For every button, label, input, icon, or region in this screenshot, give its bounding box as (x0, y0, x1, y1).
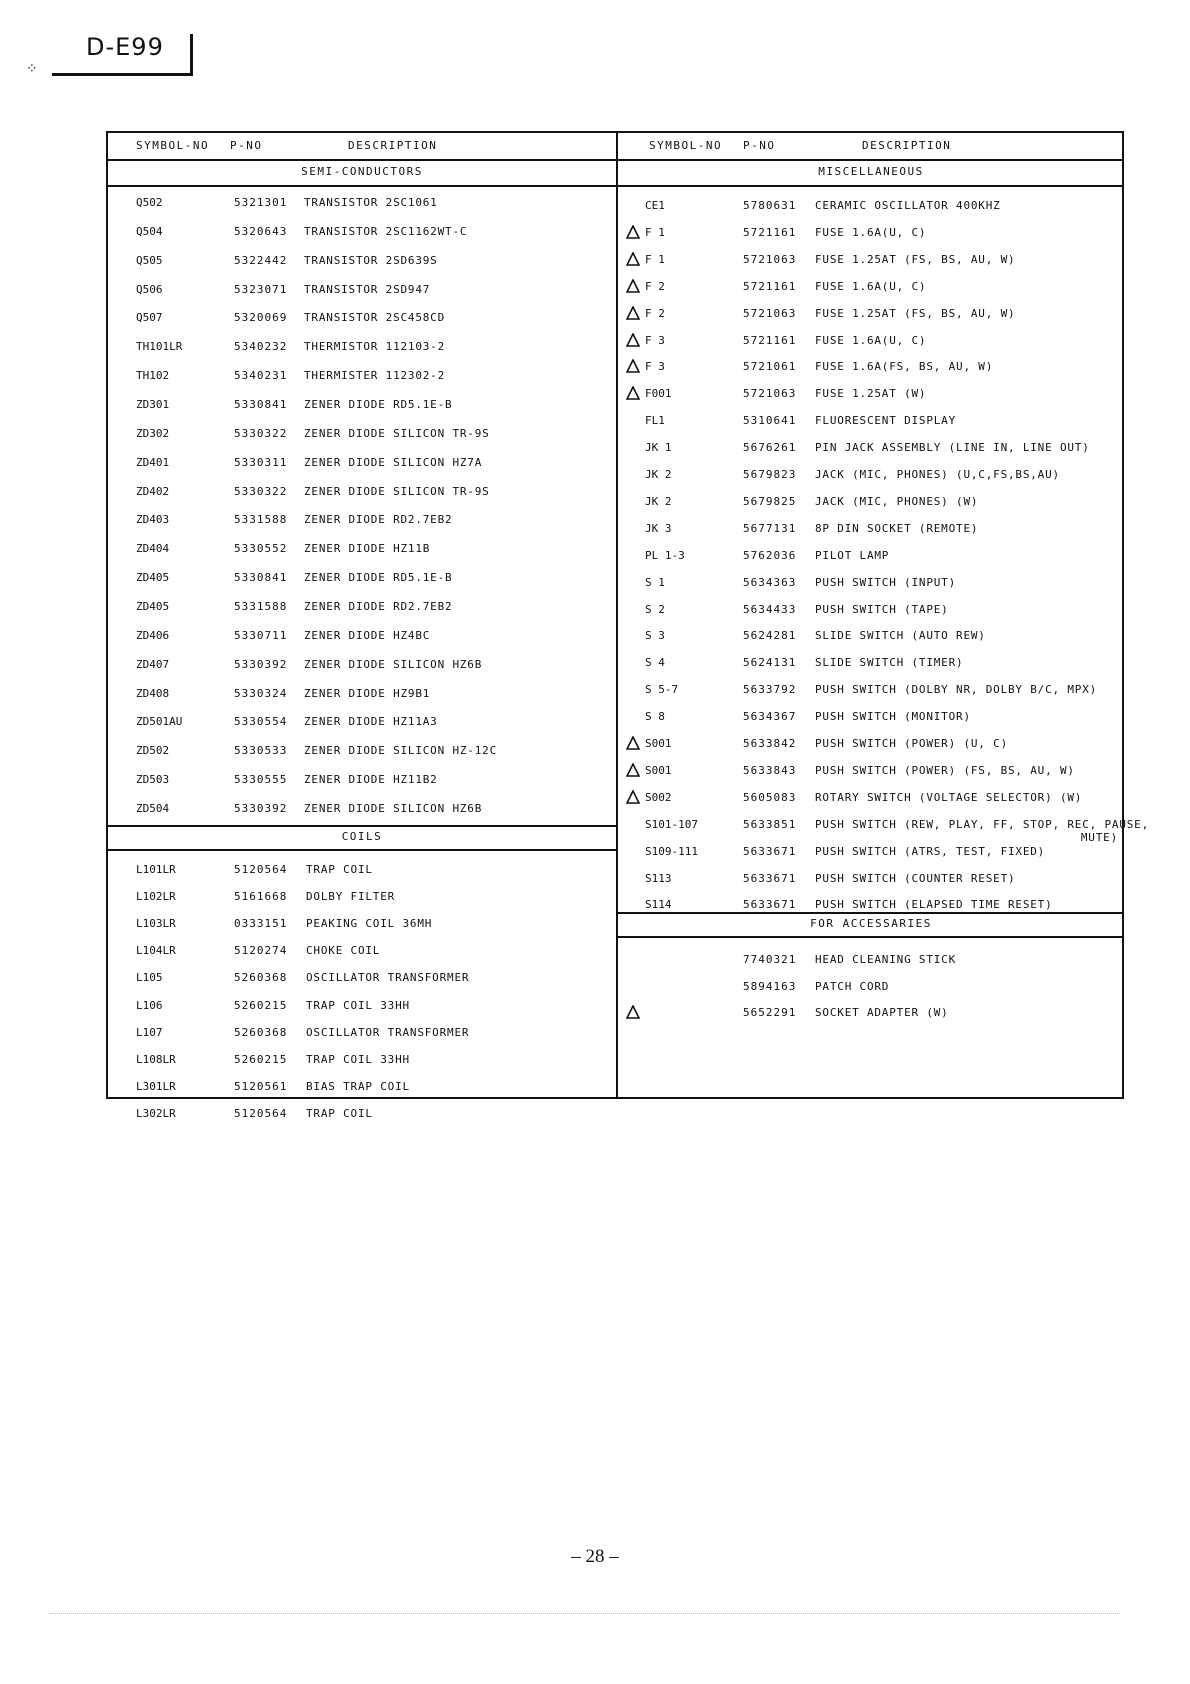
table-row-description: ZENER DIODE SILICON HZ6B (304, 657, 483, 671)
table-row-pno: 5330392 (234, 802, 288, 815)
table-row-pno: 5633671 (743, 844, 797, 858)
table-row-pno: 5340232 (234, 340, 288, 354)
table-row-symbol: S001 (645, 737, 672, 750)
table-row-pno: 5330554 (234, 715, 288, 729)
table-row-symbol: PL 1-3 (645, 548, 685, 562)
table-row-description: PUSH SWITCH (DOLBY NR, DOLBY B/C, MPX) (815, 683, 1098, 697)
table-row-description: PATCH CORD (815, 979, 890, 993)
table-row-description: PUSH SWITCH (POWER) (FS, BS, AU, W) (815, 763, 1075, 777)
table-row-description: FUSE 1.25AT (FS, BS, AU, W) (815, 306, 1016, 320)
table-row-description: THERMISTOR 112103-2 (304, 340, 446, 354)
section-title-miscellaneous: MISCELLANEOUS (818, 165, 924, 178)
table-row-pno: 5330322 (234, 484, 288, 498)
table-row-pno: 5676261 (743, 441, 797, 455)
table-row-symbol: ZD401 (136, 455, 170, 469)
table-row-description: OSCILLATOR TRANSFORMER (306, 1025, 470, 1039)
model-code-rule-horizontal (52, 73, 193, 76)
table-row-pno: 5780631 (743, 199, 797, 212)
table-row-pno: 5894163 (743, 979, 797, 993)
table-row-description: ZENER DIODE RD2.7EB2 (304, 600, 453, 613)
section-divider (108, 849, 616, 851)
table-row-description: PILOT LAMP (815, 548, 890, 562)
table-row-pno: 5330392 (234, 657, 288, 671)
table-row-description: THERMISTER 112302-2 (304, 369, 446, 383)
table-row-pno: 5624281 (743, 629, 797, 643)
table-row-description: ZENER DIODE RD5.1E-B (304, 398, 453, 411)
table-row-description: SOCKET ADAPTER (W) (815, 1006, 949, 1019)
table-row-description: TRANSISTOR 2SC458CD (304, 311, 446, 325)
table-row-pno: 5260368 (234, 1025, 288, 1039)
table-row-symbol: F 2 (645, 306, 665, 320)
table-row-pno: 5721063 (743, 252, 797, 266)
left-header-pno: P-NO (230, 139, 263, 152)
table-row-pno: 5721161 (743, 333, 797, 347)
table-row-pno: 5330533 (234, 744, 288, 758)
table-row-pno: 5331588 (234, 600, 288, 613)
table-row-pno: 5721161 (743, 279, 797, 293)
table-row-description: PUSH SWITCH (MONITOR) (815, 710, 971, 724)
table-row-description: BIAS TRAP COIL (306, 1079, 410, 1093)
table-row-pno: 5323071 (234, 282, 288, 296)
table-row-description: ZENER DIODE HZ11A3 (304, 715, 438, 729)
table-row-pno: 5120561 (234, 1079, 288, 1093)
table-row-symbol: Q504 (136, 224, 163, 238)
table-row-description: TRAP COIL 33HH (306, 998, 410, 1012)
warning-triangle-icon (626, 333, 640, 347)
table-row-pno: 5762036 (743, 548, 797, 562)
table-row-pno: 5633843 (743, 763, 797, 777)
warning-triangle-icon (626, 306, 640, 320)
table-row-pno: 5260368 (234, 971, 288, 985)
table-row-symbol: L104LR (136, 944, 176, 958)
table-row-description: ZENER DIODE SILICON HZ-12C (304, 744, 497, 758)
table-row-description: ZENER DIODE HZ4BC (304, 628, 431, 642)
table-row-symbol: S 8 (645, 710, 665, 724)
table-row-symbol: ZD403 (136, 513, 170, 527)
table-row-symbol: S 1 (645, 575, 665, 589)
table-row-symbol: L108LR (136, 1052, 176, 1066)
table-row-pno: 5331588 (234, 513, 288, 527)
table-row-description: TRANSISTOR 2SC1162WT-C (304, 224, 468, 238)
table-row-description: SLIDE SWITCH (AUTO REW) (815, 629, 986, 643)
table-row-description: PUSH SWITCH (ELAPSED TIME RESET) (815, 898, 1053, 912)
table-row-symbol: L103LR (136, 917, 176, 931)
table-row-symbol: S 2 (645, 602, 665, 616)
table-row-symbol: ZD405 (136, 571, 170, 585)
table-row-pno: 5624131 (743, 656, 797, 670)
table-row-pno: 5679823 (743, 468, 797, 481)
table-row-pno: 5120564 (234, 863, 288, 876)
table-row-description: 8P DIN SOCKET (REMOTE) (815, 521, 979, 535)
table-row-symbol: S114 (645, 898, 672, 912)
table-row-pno: 5634433 (743, 602, 797, 616)
table-row-symbol: L301LR (136, 1079, 176, 1093)
table-row-symbol: JK 2 (645, 468, 672, 481)
table-row-description: TRAP COIL (306, 1106, 373, 1120)
warning-triangle-icon (626, 359, 640, 373)
table-row-description: ZENER DIODE SILICON HZ7A (304, 455, 483, 469)
table-row-symbol: ZD405 (136, 600, 170, 613)
warning-triangle-icon (626, 736, 640, 750)
table-row-symbol: Q507 (136, 311, 163, 325)
table-row-description: ROTARY SWITCH (VOLTAGE SELECTOR) (W) (815, 790, 1083, 804)
table-row-pno: 5120564 (234, 1106, 288, 1120)
warning-triangle-icon (626, 225, 640, 239)
parts-list-table (106, 131, 1150, 1120)
right-header-symbol: SYMBOL-NO (649, 139, 723, 152)
table-row-symbol: ZD503 (136, 773, 170, 787)
table-row-symbol: S 3 (645, 629, 665, 643)
table-row-pno: 5320643 (234, 224, 288, 238)
table-row-pno: 5634363 (743, 575, 797, 589)
header-divider (108, 159, 1122, 161)
table-row-pno: 5633842 (743, 737, 797, 750)
table-row-symbol: ZD408 (136, 686, 170, 700)
table-row-description: JACK (MIC, PHONES) (U,C,FS,BS,AU) (815, 468, 1060, 481)
table-row-symbol: ZD301 (136, 398, 170, 411)
table-row-description: ZENER DIODE SILICON TR-9S (304, 484, 490, 498)
table-row-symbol: ZD504 (136, 802, 170, 815)
table-row-symbol: JK 1 (645, 441, 672, 455)
table-row-pno: 5321301 (234, 196, 288, 209)
table-row-pno: 5721063 (743, 387, 797, 401)
table-row-description: ZENER DIODE SILICON HZ6B (304, 802, 483, 815)
page-number: – 28 – (571, 1546, 619, 1567)
table-row-symbol: F001 (645, 387, 672, 401)
table-row-description: FUSE 1.6A(U, C) (815, 225, 927, 239)
table-row-symbol: ZD502 (136, 744, 170, 758)
table-row-symbol: JK 2 (645, 494, 672, 508)
table-row-symbol: ZD501AU (136, 715, 183, 729)
table-row-description: TRANSISTOR 2SD947 (304, 282, 431, 296)
table-row-symbol: Q506 (136, 282, 163, 296)
table-row-description: TRANSISTOR 2SC1061 (304, 196, 438, 209)
table-row-symbol: F 3 (645, 333, 665, 347)
table-row-description: JACK (MIC, PHONES) (W) (815, 494, 979, 508)
column-divider (616, 133, 618, 1097)
table-row-description: PUSH SWITCH (INPUT) (815, 575, 957, 589)
warning-triangle-icon (626, 279, 640, 293)
right-header-pno: P-NO (743, 139, 776, 152)
table-row-pno: 7740321 (743, 953, 797, 966)
section-divider (618, 912, 1124, 914)
right-header-description: DESCRIPTION (862, 139, 952, 152)
table-row-symbol: L105 (136, 971, 163, 985)
table-row-description-continued: MUTE) (1080, 830, 1118, 844)
section-divider (618, 185, 1124, 187)
table-row-description: ZENER DIODE SILICON TR-9S (304, 426, 490, 440)
model-code-rule-vertical (190, 34, 193, 76)
table-row-symbol: L107 (136, 1025, 163, 1039)
warning-triangle-icon (626, 1005, 640, 1019)
table-row-symbol: F 3 (645, 360, 665, 374)
table-row-pno: 5120274 (234, 944, 288, 958)
scan-noise-line (50, 1613, 1120, 1615)
section-divider (618, 936, 1124, 938)
table-row-symbol: S001 (645, 763, 672, 777)
warning-triangle-icon (626, 763, 640, 777)
table-row-description: FUSE 1.25AT (FS, BS, AU, W) (815, 252, 1016, 266)
table-row-pno: 5633851 (743, 817, 797, 831)
table-row-pno: 5721061 (743, 360, 797, 374)
table-row-description: FUSE 1.6A(U, C) (815, 333, 927, 347)
table-row-description: PUSH SWITCH (TAPE) (815, 602, 949, 616)
table-row-description: TRANSISTOR 2SD639S (304, 253, 438, 267)
table-row-symbol: F 2 (645, 279, 665, 293)
table-row-pno: 5634367 (743, 710, 797, 724)
table-row-description: FLUORESCENT DISPLAY (815, 414, 957, 428)
table-row-pno: 5260215 (234, 998, 288, 1012)
table-row-pno: 5322442 (234, 253, 288, 267)
table-row-description: CERAMIC OSCILLATOR 400KHZ (815, 199, 1001, 212)
table-row-pno: 5330322 (234, 426, 288, 440)
table-row-description: PUSH SWITCH (COUNTER RESET) (815, 871, 1016, 885)
table-row-symbol: ZD406 (136, 628, 170, 642)
table-row-description: FUSE 1.25AT (W) (815, 387, 927, 401)
table-row-symbol: F 1 (645, 225, 665, 239)
left-header-symbol: SYMBOL-NO (136, 139, 210, 152)
table-row-description: TRAP COIL 33HH (306, 1052, 410, 1066)
table-row-description: PEAKING COIL 36MH (306, 917, 433, 931)
table-row-description: ZENER DIODE HZ11B2 (304, 773, 438, 787)
table-row-symbol: FL1 (645, 414, 665, 428)
table-row-description: OSCILLATOR TRANSFORMER (306, 971, 470, 985)
table-row-pno: 0333151 (234, 917, 288, 931)
warning-triangle-icon (626, 790, 640, 804)
left-header-description: DESCRIPTION (348, 139, 438, 152)
table-row-pno: 5330555 (234, 773, 288, 787)
table-row-pno: 5161668 (234, 890, 288, 904)
table-row-symbol: TH102 (136, 369, 170, 383)
table-row-symbol: F 1 (645, 252, 665, 266)
table-row-pno: 5652291 (743, 1006, 797, 1019)
table-row-description: ZENER DIODE HZ11B (304, 542, 431, 556)
table-row-description: ZENER DIODE HZ9B1 (304, 686, 431, 700)
table-row-symbol: L106 (136, 998, 163, 1012)
table-row-pno: 5330841 (234, 398, 288, 411)
table-row-symbol: S113 (645, 871, 672, 885)
table-row-symbol: TH101LR (136, 340, 183, 354)
section-title-coils: COILS (341, 830, 383, 843)
table-row-pno: 5320069 (234, 311, 288, 325)
table-row-description: SLIDE SWITCH (TIMER) (815, 656, 964, 670)
table-row-symbol: CE1 (645, 199, 665, 212)
table-row-pno: 5605083 (743, 790, 797, 804)
table-row-description: TRAP COIL (306, 863, 373, 876)
table-row-symbol: ZD407 (136, 657, 170, 671)
section-title-semiconductors: SEMI-CONDUCTORS (301, 165, 423, 178)
table-row-pno: 5330324 (234, 686, 288, 700)
table-row-pno: 5721063 (743, 306, 797, 320)
table-row-description: ZENER DIODE RD5.1E-B (304, 571, 453, 585)
table-row-pno: 5330311 (234, 455, 288, 469)
table-row-description: HEAD CLEANING STICK (815, 953, 957, 966)
table-row-description: CHOKE COIL (306, 944, 381, 958)
warning-triangle-icon (626, 386, 640, 400)
table-row-symbol: S101-107 (645, 817, 698, 831)
table-row-symbol: Q502 (136, 196, 163, 209)
table-row-symbol: S 4 (645, 656, 665, 670)
table-row-description: DOLBY FILTER (306, 890, 396, 904)
table-row-pno: 5330552 (234, 542, 288, 556)
table-row-symbol: L102LR (136, 890, 176, 904)
table-row-symbol: ZD402 (136, 484, 170, 498)
section-divider (108, 825, 616, 827)
table-row-symbol: L302LR (136, 1106, 176, 1120)
table-row-symbol: S002 (645, 790, 672, 804)
table-row-description: FUSE 1.6A(FS, BS, AU, W) (815, 360, 994, 374)
table-row-pno: 5633671 (743, 898, 797, 912)
table-row-symbol: ZD302 (136, 426, 170, 440)
table-row-description: FUSE 1.6A(U, C) (815, 279, 927, 293)
table-row-pno: 5721161 (743, 225, 797, 239)
table-row-pno: 5260215 (234, 1052, 288, 1066)
table-row-symbol: S 5-7 (645, 683, 679, 697)
table-row-pno: 5679825 (743, 494, 797, 508)
section-divider (108, 185, 616, 187)
table-row-symbol: ZD404 (136, 542, 170, 556)
warning-triangle-icon (626, 252, 640, 266)
table-row-pno: 5677131 (743, 521, 797, 535)
table-row-symbol: Q505 (136, 253, 163, 267)
section-title-accessaries: FOR ACCESSARIES (810, 917, 932, 930)
table-row-description: PUSH SWITCH (REW, PLAY, FF, STOP, REC, PAUSE, (815, 817, 1150, 831)
table-row-pno: 5633792 (743, 683, 797, 697)
model-code: D-E99 (86, 33, 164, 61)
table-row-pno: 5340231 (234, 369, 288, 383)
table-row-pno: 5310641 (743, 414, 797, 428)
table-row-pno: 5330841 (234, 571, 288, 585)
table-row-description: PUSH SWITCH (POWER) (U, C) (815, 737, 1008, 750)
table-row-description: PUSH SWITCH (ATRS, TEST, FIXED) (815, 844, 1046, 858)
table-row-description: PIN JACK ASSEMBLY (LINE IN, LINE OUT) (815, 441, 1090, 455)
table-row-symbol: JK 3 (645, 521, 672, 535)
corner-mark-icon: ⁘ (26, 61, 38, 77)
table-row-symbol: S109-111 (645, 844, 698, 858)
table-row-symbol: L101LR (136, 863, 176, 876)
table-row-description: ZENER DIODE RD2.7EB2 (304, 513, 453, 527)
table-row-pno: 5633671 (743, 871, 797, 885)
table-row-pno: 5330711 (234, 628, 288, 642)
